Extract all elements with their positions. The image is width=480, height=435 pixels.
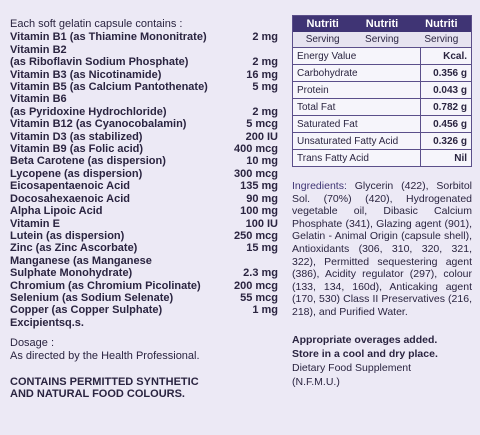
serving-label-3: Serving [424, 34, 459, 45]
ingredient-name: Selenium (as Sodium Selenate) [10, 291, 174, 304]
nutrient-value: Nil [421, 150, 472, 167]
ingredient-name: Vitamin B1 (as Thiamine Mononitrate) [10, 31, 207, 44]
serving-label-1: Serving [305, 34, 340, 45]
right-panel [292, 15, 472, 389]
ingredient-amount: 400 mcg [233, 143, 278, 156]
composition-row [10, 255, 278, 267]
nutrient-value: 0.782 g [421, 99, 472, 116]
overages-note: Appropriate overages added. [292, 333, 438, 346]
nutrition-header-3: Nutriti [425, 18, 458, 30]
ingredient-amount: 100 mg [240, 205, 278, 218]
nutrition-row [293, 65, 471, 82]
composition-row [10, 81, 278, 93]
nutrition-header-2: Nutriti [365, 18, 399, 30]
nutrition-row [293, 150, 471, 167]
storage-note: Store in a cool and dry place. [292, 347, 438, 360]
nutrition-rows [293, 48, 471, 166]
ingredient-amount: 1 mg [252, 304, 278, 317]
ingredient-amount: 300 mcg [233, 167, 278, 180]
composition-row [10, 218, 278, 230]
nutrient-label: Saturated Fat [293, 116, 421, 133]
composition-row [10, 267, 278, 279]
nutrition-row [293, 48, 471, 65]
ingredient-name: (as Riboflavin Sodium Phosphate) [10, 56, 189, 69]
nutrient-value: 0.456 g [421, 116, 472, 133]
nutrition-row [293, 133, 471, 150]
composition-row [10, 317, 278, 329]
ingredient-name: Eicosapentaenoic Acid [10, 180, 131, 193]
ingredient-name: Beta Carotene (as dispersion) [10, 155, 166, 168]
nutrient-value: 0.326 g [421, 133, 472, 150]
notes-block [292, 333, 472, 389]
composition-row [10, 205, 278, 217]
ingredient-name: Lycopene (as dispersion) [10, 167, 143, 180]
composition-row [10, 193, 278, 205]
composition-row [10, 118, 278, 130]
ingredient-name: Alpha Lipoic Acid [10, 205, 103, 218]
ingredient-amount: 55 mcg [240, 291, 278, 304]
composition-list [10, 31, 278, 329]
nutrition-row [293, 116, 471, 133]
serving-label-2: Serving [365, 34, 399, 45]
ingredient-name: Lutein (as dispersion) [10, 229, 125, 242]
ingredient-name: Vitamin D3 (as stabilized) [10, 130, 143, 143]
composition-row [10, 106, 278, 118]
composition-row [10, 180, 278, 192]
composition-row [10, 44, 278, 56]
ingredient-amount: 90 mg [246, 192, 278, 205]
colours-statement-line2: AND NATURAL FOOD COLOURS. [10, 388, 185, 401]
composition-row [10, 155, 278, 167]
dosage-title: Dosage : [10, 337, 55, 350]
ingredient-amount: 16 mg [246, 68, 278, 81]
nutrient-label: Energy Value [297, 50, 357, 62]
composition-row [10, 230, 278, 242]
ingredient-name: Chromium (as Chromium Picolinate) [10, 279, 201, 292]
nutrition-header-1: Nutriti [306, 18, 339, 30]
nutrient-value: Kcal. [421, 48, 472, 65]
nutrient-value: 0.043 g [421, 82, 472, 99]
ingredient-name: Vitamin B6 [10, 93, 67, 106]
nfmu-note: (N.F.M.U.) [292, 375, 340, 388]
nutrient-label: Trans Fatty Acid [293, 150, 421, 167]
nutrition-row [293, 82, 471, 99]
ingredient-amount: 2 mg [252, 56, 278, 69]
nutrient-label: Unsaturated Fatty Acid [293, 133, 421, 150]
composition-row [10, 280, 278, 292]
ingredients-heading: Ingredients: [292, 180, 347, 192]
composition-row [10, 304, 278, 316]
ingredient-amount: 5 mcg [246, 118, 278, 131]
ingredient-amount: 5 mg [252, 81, 278, 94]
ingredient-amount: 15 mg [246, 242, 278, 255]
composition-row [10, 131, 278, 143]
ingredient-name: Vitamin B2 [10, 43, 67, 56]
ingredient-amount: 135 mg [240, 180, 278, 193]
composition-row [10, 69, 278, 81]
ingredient-amount: 2 mg [252, 31, 278, 44]
composition-row [10, 242, 278, 254]
ingredient-name: Vitamin B3 (as Nicotinamide) [10, 68, 162, 81]
ingredients-text: Glycerin (422), Sorbitol Sol. (70%) (420), Hydrogenated vegetable oil, Dibasic Calcium Phosphate (341), Glazing agent (901), Gelatin - Animal Origin (capsule shell), Antioxidants (306, 310, 320, 321, 322), Permitted sequestering agent (386), Acidity regulator (297), colour (133, 134, 160d), Anticaking agent (170, 530) Class II Preservatives (216, 218), and Purified Water. [292, 180, 473, 318]
composition-intro: Each soft gelatin capsule contains : [10, 18, 183, 30]
composition-row [10, 31, 278, 43]
composition-row [10, 168, 278, 180]
ingredient-name: Docosahexaenoic Acid [10, 192, 131, 205]
ingredient-amount: 10 mg [246, 155, 278, 168]
composition-row [10, 93, 278, 105]
ingredient-name: Vitamin B5 (as Calcium Pantothenate) [10, 81, 208, 94]
ingredient-amount: 2.3 mg [243, 267, 278, 280]
composition-row [10, 143, 278, 155]
ingredient-name: Vitamin E [10, 217, 60, 230]
nutrient-label: Total Fat [293, 99, 421, 116]
colours-statement-line1: CONTAINS PERMITTED SYNTHETIC [10, 375, 199, 388]
ingredient-name: Zinc (as Zinc Ascorbate) [10, 242, 138, 255]
ingredient-amount: 200 mcg [233, 279, 278, 292]
ingredient-name: Excipientsq.s. [10, 316, 84, 329]
ingredient-amount: 100 IU [245, 217, 278, 230]
nutrient-label: Protein [293, 82, 421, 99]
ingredient-name: Sulphate Monohydrate) [10, 267, 133, 280]
supplement-note: Dietary Food Supplement [292, 361, 412, 374]
nutrient-label: Carbohydrate [293, 65, 421, 82]
ingredient-name: Copper (as Copper Sulphate) [10, 304, 163, 317]
ingredients-block [292, 180, 472, 319]
nutrient-value: 0.356 g [421, 65, 472, 82]
composition-row [10, 292, 278, 304]
dosage-text: As directed by the Health Professional. [10, 349, 200, 362]
composition-panel [10, 18, 278, 401]
ingredient-amount: 250 mcg [233, 229, 278, 242]
serving-row [293, 32, 471, 48]
composition-row [10, 56, 278, 68]
ingredient-name: Vitamin B12 (as Cyanocobalamin) [10, 118, 187, 131]
ingredient-amount: 200 IU [245, 130, 278, 143]
ingredient-name: Manganese (as Manganese [10, 254, 152, 267]
ingredient-amount: 2 mg [252, 105, 278, 118]
nutrition-row [293, 99, 471, 116]
nutrition-header [293, 16, 471, 32]
ingredient-name: (as Pyridoxine Hydrochloride) [10, 105, 167, 118]
ingredient-name: Vitamin B9 (as Folic acid) [10, 143, 144, 156]
nutrition-table [292, 15, 472, 167]
